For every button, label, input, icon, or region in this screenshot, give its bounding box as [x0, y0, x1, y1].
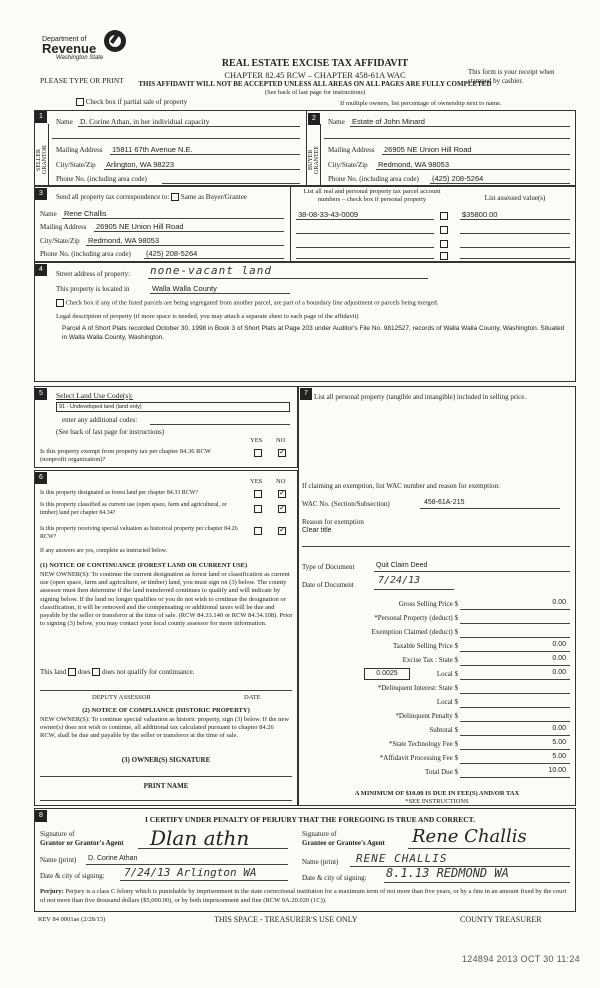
- does-not-checkbox[interactable]: [92, 668, 100, 676]
- corr-name-value[interactable]: Rene Challis: [64, 209, 107, 218]
- amount-row-line: [460, 665, 570, 666]
- buyer-grantee-label: BUYER GRANTEE: [308, 146, 320, 174]
- perjury-label: Perjury:: [40, 888, 64, 895]
- local-rate-box[interactable]: 0.0025: [364, 668, 410, 680]
- amount-row-label: Gross Selling Price $: [398, 600, 458, 608]
- receipt-note: This form is your receipt when stamped by cashier.: [468, 68, 555, 85]
- amount-row-value[interactable]: 0.00: [552, 669, 566, 676]
- dept-line3: Washington State: [56, 55, 104, 61]
- dept-line2: Revenue: [42, 41, 97, 56]
- seller-city-value[interactable]: Arlington, WA 98223: [106, 160, 175, 169]
- buyer-name-value[interactable]: Estate of John Minard: [352, 117, 425, 126]
- seller-mailing-label: Mailing Address: [56, 146, 103, 154]
- grantor-sig-label1: Signature of: [40, 830, 75, 838]
- assessed-header: List assessed value(s): [484, 194, 546, 202]
- grantor-date-label: Date & city of signing:: [40, 872, 105, 880]
- grantee-date-label: Date & city of signing:: [302, 874, 367, 882]
- current-use-yes-checkbox[interactable]: [254, 504, 262, 513]
- amount-row-label: Subtotal $: [429, 726, 458, 734]
- doc-date-label: Date of Document: [302, 581, 354, 589]
- street-label: Street address of property:: [56, 270, 131, 278]
- amount-row-label: Taxable Selling Price $: [392, 642, 458, 650]
- owner-signature-label: (3) OWNER(S) SIGNATURE: [121, 756, 211, 764]
- parcel-personal-checkbox-3[interactable]: [440, 239, 448, 248]
- grantor-date-value[interactable]: 7/24/13 Arlington WA: [124, 866, 257, 879]
- section-5-number: 5: [35, 388, 47, 400]
- deputy-assessor-label: DEPUTY ASSESSOR: [92, 694, 151, 701]
- land-use-select[interactable]: 91 - Undeveloped land (land only): [56, 402, 290, 412]
- wac-value[interactable]: 458-61A-215: [424, 499, 465, 506]
- amount-row-label: Exemption Claimed (deduct) $: [371, 628, 458, 636]
- treasurer-use: THIS SPACE - TREASURER'S USE ONLY: [214, 915, 358, 924]
- s5-no-label: NO: [276, 437, 286, 444]
- seller-grantor-label: SELLER GRANTOR: [36, 145, 48, 175]
- section-8-number: 8: [35, 810, 47, 822]
- exempt-yes-checkbox[interactable]: [254, 448, 262, 457]
- street-value[interactable]: none-vacant land: [150, 264, 272, 277]
- assessed-value[interactable]: $35800.00: [462, 210, 498, 219]
- grantee-name-label: Name (print): [302, 858, 339, 866]
- form-title: REAL ESTATE EXCISE TAX AFFIDAVIT: [221, 58, 409, 69]
- form-warning: THIS AFFIDAVIT WILL NOT BE ACCEPTED UNLESS ALL AREAS ON ALL PAGES ARE FULLY COMPLETED: [138, 80, 492, 88]
- grantor-sig-label2: Grantor or Grantor's Agent: [40, 839, 124, 847]
- amount-row-line: [460, 721, 570, 722]
- corr-city-value[interactable]: Redmond, WA 98053: [88, 236, 160, 245]
- rev-number: REV 84 0001ae (2/28/13): [38, 916, 106, 923]
- print-name-label: PRINT NAME: [143, 782, 189, 790]
- amount-row-value[interactable]: 0.00: [552, 725, 566, 732]
- corr-phone-value[interactable]: (425) 208-5264: [146, 249, 198, 258]
- perjury-statement: [40, 888, 572, 905]
- section-1-number: 1: [35, 111, 47, 123]
- forest-yes-checkbox[interactable]: [254, 489, 262, 498]
- amount-row-label: *State Technology Fee $: [388, 740, 458, 748]
- send-correspondence-label: Send all property tax correspondence to:: [56, 193, 170, 201]
- does-label: does: [77, 668, 91, 676]
- parcel-personal-checkbox-2[interactable]: [440, 225, 448, 234]
- doc-type-value[interactable]: Quit Claim Deed: [376, 562, 428, 569]
- this-land-label: This land: [40, 668, 67, 676]
- doc-date-value[interactable]: 7/24/13: [378, 575, 421, 586]
- dept-line1: Department of: [42, 36, 87, 43]
- segregated-label: Check box if any of the listed parcels are being segregated from another parcel, are part of a boundary line adjustment or parcels being merged.: [65, 299, 439, 307]
- exemption-label: If claiming an exemption, list WAC number and reason for exemption:: [302, 482, 500, 490]
- section-4-number: 4: [35, 264, 47, 276]
- section-4-box: [34, 262, 576, 382]
- land-use-label: Select Land Use Code(s):: [56, 391, 133, 400]
- amount-row-label: *Delinquent Interest: State $: [377, 684, 458, 692]
- buyer-city-value[interactable]: Redmond, WA 98053: [378, 160, 450, 169]
- exempt-no-checkbox[interactable]: [278, 448, 286, 457]
- amount-row-label: *Delinquent Penalty $: [395, 712, 458, 720]
- compliance-title: (2) NOTICE OF COMPLIANCE (HISTORIC PROPERTY): [82, 707, 250, 714]
- amount-row-value[interactable]: 10.00: [548, 767, 566, 774]
- dor-logo-icon: [104, 30, 126, 52]
- seller-mailing-value[interactable]: 15811 67th Avenue N.E.: [112, 145, 193, 154]
- form-see-back: (See back of last page for instructions): [264, 89, 366, 96]
- minimum-note: A MINIMUM OF $10.00 IS DUE IN FEE(S) AND/OR TAX: [354, 790, 520, 797]
- buyer-name-label: Name: [328, 118, 345, 126]
- seller-name-value[interactable]: D. Corine Athan, in her individual capacity: [80, 117, 210, 126]
- compliance-body: NEW OWNER(S): To continue special valuation as historic property, sign (3) below. If the new owner(s) does not wish to continue, all additional tax calculated pursuant to chapter 84.26 RCW, shall be due and payable by the seller or transferor at the time of sale.: [40, 716, 290, 740]
- amount-row-label: *Affidavit Processing Fee $: [379, 754, 458, 762]
- partial-sale-label: Check box if partial sale of property: [85, 98, 188, 106]
- amount-row-line: [460, 763, 570, 764]
- continuance-title: (1) NOTICE OF CONTINUANCE (FOREST LAND OR CURRENT USE): [40, 562, 248, 569]
- current-use-no-checkbox[interactable]: [278, 504, 286, 513]
- parcel-personal-checkbox-1[interactable]: [440, 211, 448, 220]
- grantee-date-value[interactable]: 8.1.13 REDMOND WA: [386, 866, 509, 880]
- buyer-mailing-label: Mailing Address: [328, 146, 375, 154]
- same-as-buyer-checkbox[interactable]: [171, 193, 179, 201]
- certify-statement: I CERTIFY UNDER PENALTY OF PERJURY THAT THE FOREGOING IS TRUE AND CORRECT.: [144, 815, 475, 824]
- amount-row-value[interactable]: 5.00: [552, 753, 566, 760]
- amount-row-line: [460, 693, 570, 694]
- receipt-stamp: 124894 2013 OCT 30 11:24: [462, 954, 580, 964]
- amount-row-label: Local $: [436, 698, 458, 706]
- amount-row-value[interactable]: 0.00: [552, 599, 566, 606]
- amount-row-label: *Personal Property (deduct) $: [374, 614, 458, 622]
- see-instructions: *SEE INSTRUCTIONS: [405, 798, 469, 805]
- amount-row-line: [460, 749, 570, 750]
- deputy-date-label: DATE: [244, 694, 261, 701]
- corr-name-label: Name: [40, 210, 57, 218]
- current-use-question: Is this property classified as current use (open space, farm and agricultural, or timber) land per chapter 84.34?: [40, 502, 227, 516]
- seller-city-label: City/State/Zip: [56, 161, 96, 169]
- segregated-checkbox[interactable]: [56, 299, 64, 307]
- grantor-name-value[interactable]: D. Corine Athan: [88, 855, 138, 862]
- grantee-name-value[interactable]: RENE CHALLIS: [356, 852, 448, 865]
- parcel-header: List all real and personal property tax parcel account numbers – check box if personal property: [303, 188, 441, 203]
- amount-row-line: [460, 777, 570, 778]
- s5-yes-label: YES: [250, 437, 263, 444]
- located-value[interactable]: Walla Walla County: [152, 284, 217, 293]
- amount-row-value[interactable]: 0.00: [552, 655, 566, 662]
- print-note: PLEASE TYPE OR PRINT: [40, 76, 124, 85]
- same-as-buyer-label: Same as Buyer/Grantee: [180, 193, 247, 201]
- form-subtitle: CHAPTER 82.45 RCW – CHAPTER 458-61A WAC: [224, 70, 406, 80]
- amount-row-line: [460, 637, 570, 638]
- grantee-sig-label2: Grantee or Grantee's Agent: [302, 839, 385, 847]
- corr-phone-label: Phone No. (including area code): [40, 250, 131, 258]
- parcel-personal-checkbox-4[interactable]: [440, 251, 448, 260]
- does-checkbox[interactable]: [68, 668, 76, 676]
- amount-row-value[interactable]: 0.00: [552, 641, 566, 648]
- grantee-sig-label1: Signature of: [302, 830, 337, 838]
- legal-value[interactable]: Parcel A of Short Plats recorded October 30, 1998 in Book 3 of Short Plats at Page 203 under Auditor's File No. 9812527, records of Walla Walla County, Washington. Situated in Walla Walla County, Washington.: [62, 325, 565, 341]
- section-3-number: 3: [35, 188, 47, 200]
- multiple-owners-note: If multiple owners, list percentage of ownership next to name.: [340, 100, 502, 107]
- county-treasurer: COUNTY TREASURER: [460, 915, 542, 924]
- amount-row-line: [460, 735, 570, 736]
- any-yes-note: If any answers are yes, complete as instructed below.: [40, 548, 168, 554]
- does-not-label: does not qualify for continuance.: [102, 668, 195, 676]
- continuance-body: NEW OWNER(S): To continue the current designation as forest land or classification as current use (open space, farm and agriculture, or timber) land, you must sign on (3) below. The county assessor must then determine if the land transferred continues to qualify and will indicate by signing below. If the land no longer qualifies or you do not wish to continue the designation or classification, it will be removed and the compensating or additional taxes will be due and payable by the seller or transferor at the time of sale. (RCW 84.33.140 or RCW 84.34.108). Prior to signing (3) below, you may contact your local county assessor for more information.: [40, 571, 293, 628]
- additional-codes: enter any additional codes:: [62, 416, 138, 424]
- exempt-question: Is this property exempt from property tax per chapter 84.36 RCW (nonprofit organization)?: [40, 448, 211, 463]
- amount-row-line: [460, 651, 570, 652]
- amount-row-line: [460, 623, 570, 624]
- amount-row-value[interactable]: 5.00: [552, 739, 566, 746]
- buyer-phone-value[interactable]: (425) 208-5264: [432, 174, 484, 183]
- wac-label: WAC No. (Section/Subsection): [302, 500, 390, 508]
- seller-name-label: Name: [56, 118, 73, 126]
- section-2-number: 2: [308, 113, 320, 125]
- reason-label: Reason for exemption: [302, 518, 364, 526]
- partial-sale: [76, 98, 187, 106]
- doc-type-label: Type of Document: [302, 563, 355, 571]
- amount-row-line: [460, 609, 570, 610]
- buyer-mailing-value[interactable]: 26905 NE Union Hill Road: [384, 145, 472, 154]
- amount-row-line: [460, 679, 570, 680]
- section-6-number: 6: [35, 472, 47, 484]
- personal-property-label: List all personal property (tangible and intangible) included in selling price.: [314, 393, 527, 401]
- send-correspondence: [56, 193, 247, 201]
- corr-mailing-value[interactable]: 26905 NE Union Hill Road: [96, 222, 184, 231]
- s6-no-label: NO: [276, 478, 286, 485]
- perjury-text: Perjury is a class C felony which is punishable by imprisonment in the state correctional institution for a maximum term of not more than five years, or by a fine in an amount fixed by the court of not more than five thousand dollars ($5,000.00), or by both imprisonment and fine (RCW 9A.20.020 (1C)).: [40, 888, 567, 904]
- forest-question: Is this property designated as forest land per chapter 84.33 RCW?: [40, 490, 199, 496]
- segregated: [56, 299, 570, 307]
- s6-yes-label: YES: [250, 478, 263, 485]
- historic-no-checkbox[interactable]: [278, 526, 286, 535]
- located-label: This property is located in: [56, 285, 130, 293]
- buyer-city-label: City/State/Zip: [328, 161, 368, 169]
- amount-row-label: Local $: [436, 670, 458, 678]
- parcel-value[interactable]: 38-08-33-43-0009: [298, 210, 359, 219]
- section-7-number: 7: [300, 388, 312, 400]
- land-qualify: [40, 668, 194, 676]
- amount-row-label: Excise Tax : State $: [402, 656, 458, 664]
- historic-question: Is this property receiving special valuation as historical property per chapter 84.26 RCW?: [40, 526, 238, 540]
- reason-value[interactable]: Clear title: [302, 527, 332, 534]
- forest-no-checkbox[interactable]: [278, 489, 286, 498]
- historic-yes-checkbox[interactable]: [254, 526, 262, 535]
- grantee-signature[interactable]: Rene Challis: [412, 826, 527, 847]
- grantor-name-label: Name (print): [40, 856, 77, 864]
- amount-row-label: Total Due $: [425, 768, 458, 776]
- amount-row-line: [460, 707, 570, 708]
- buyer-phone-label: Phone No. (including area code): [328, 175, 419, 183]
- partial-sale-checkbox[interactable]: [76, 98, 84, 106]
- legal-label: Legal description of property (if more space is needed, you may attach a separate sheet to each page of the affidavit): [56, 313, 359, 320]
- corr-mailing-label: Mailing Address: [40, 223, 87, 231]
- corr-city-label: City/State/Zip: [40, 237, 80, 245]
- seller-phone-label: Phone No. (including area code): [56, 175, 147, 183]
- grantor-signature[interactable]: Dlan athn: [150, 826, 250, 850]
- land-use-see-back: (See back of last page for instructions): [56, 428, 165, 436]
